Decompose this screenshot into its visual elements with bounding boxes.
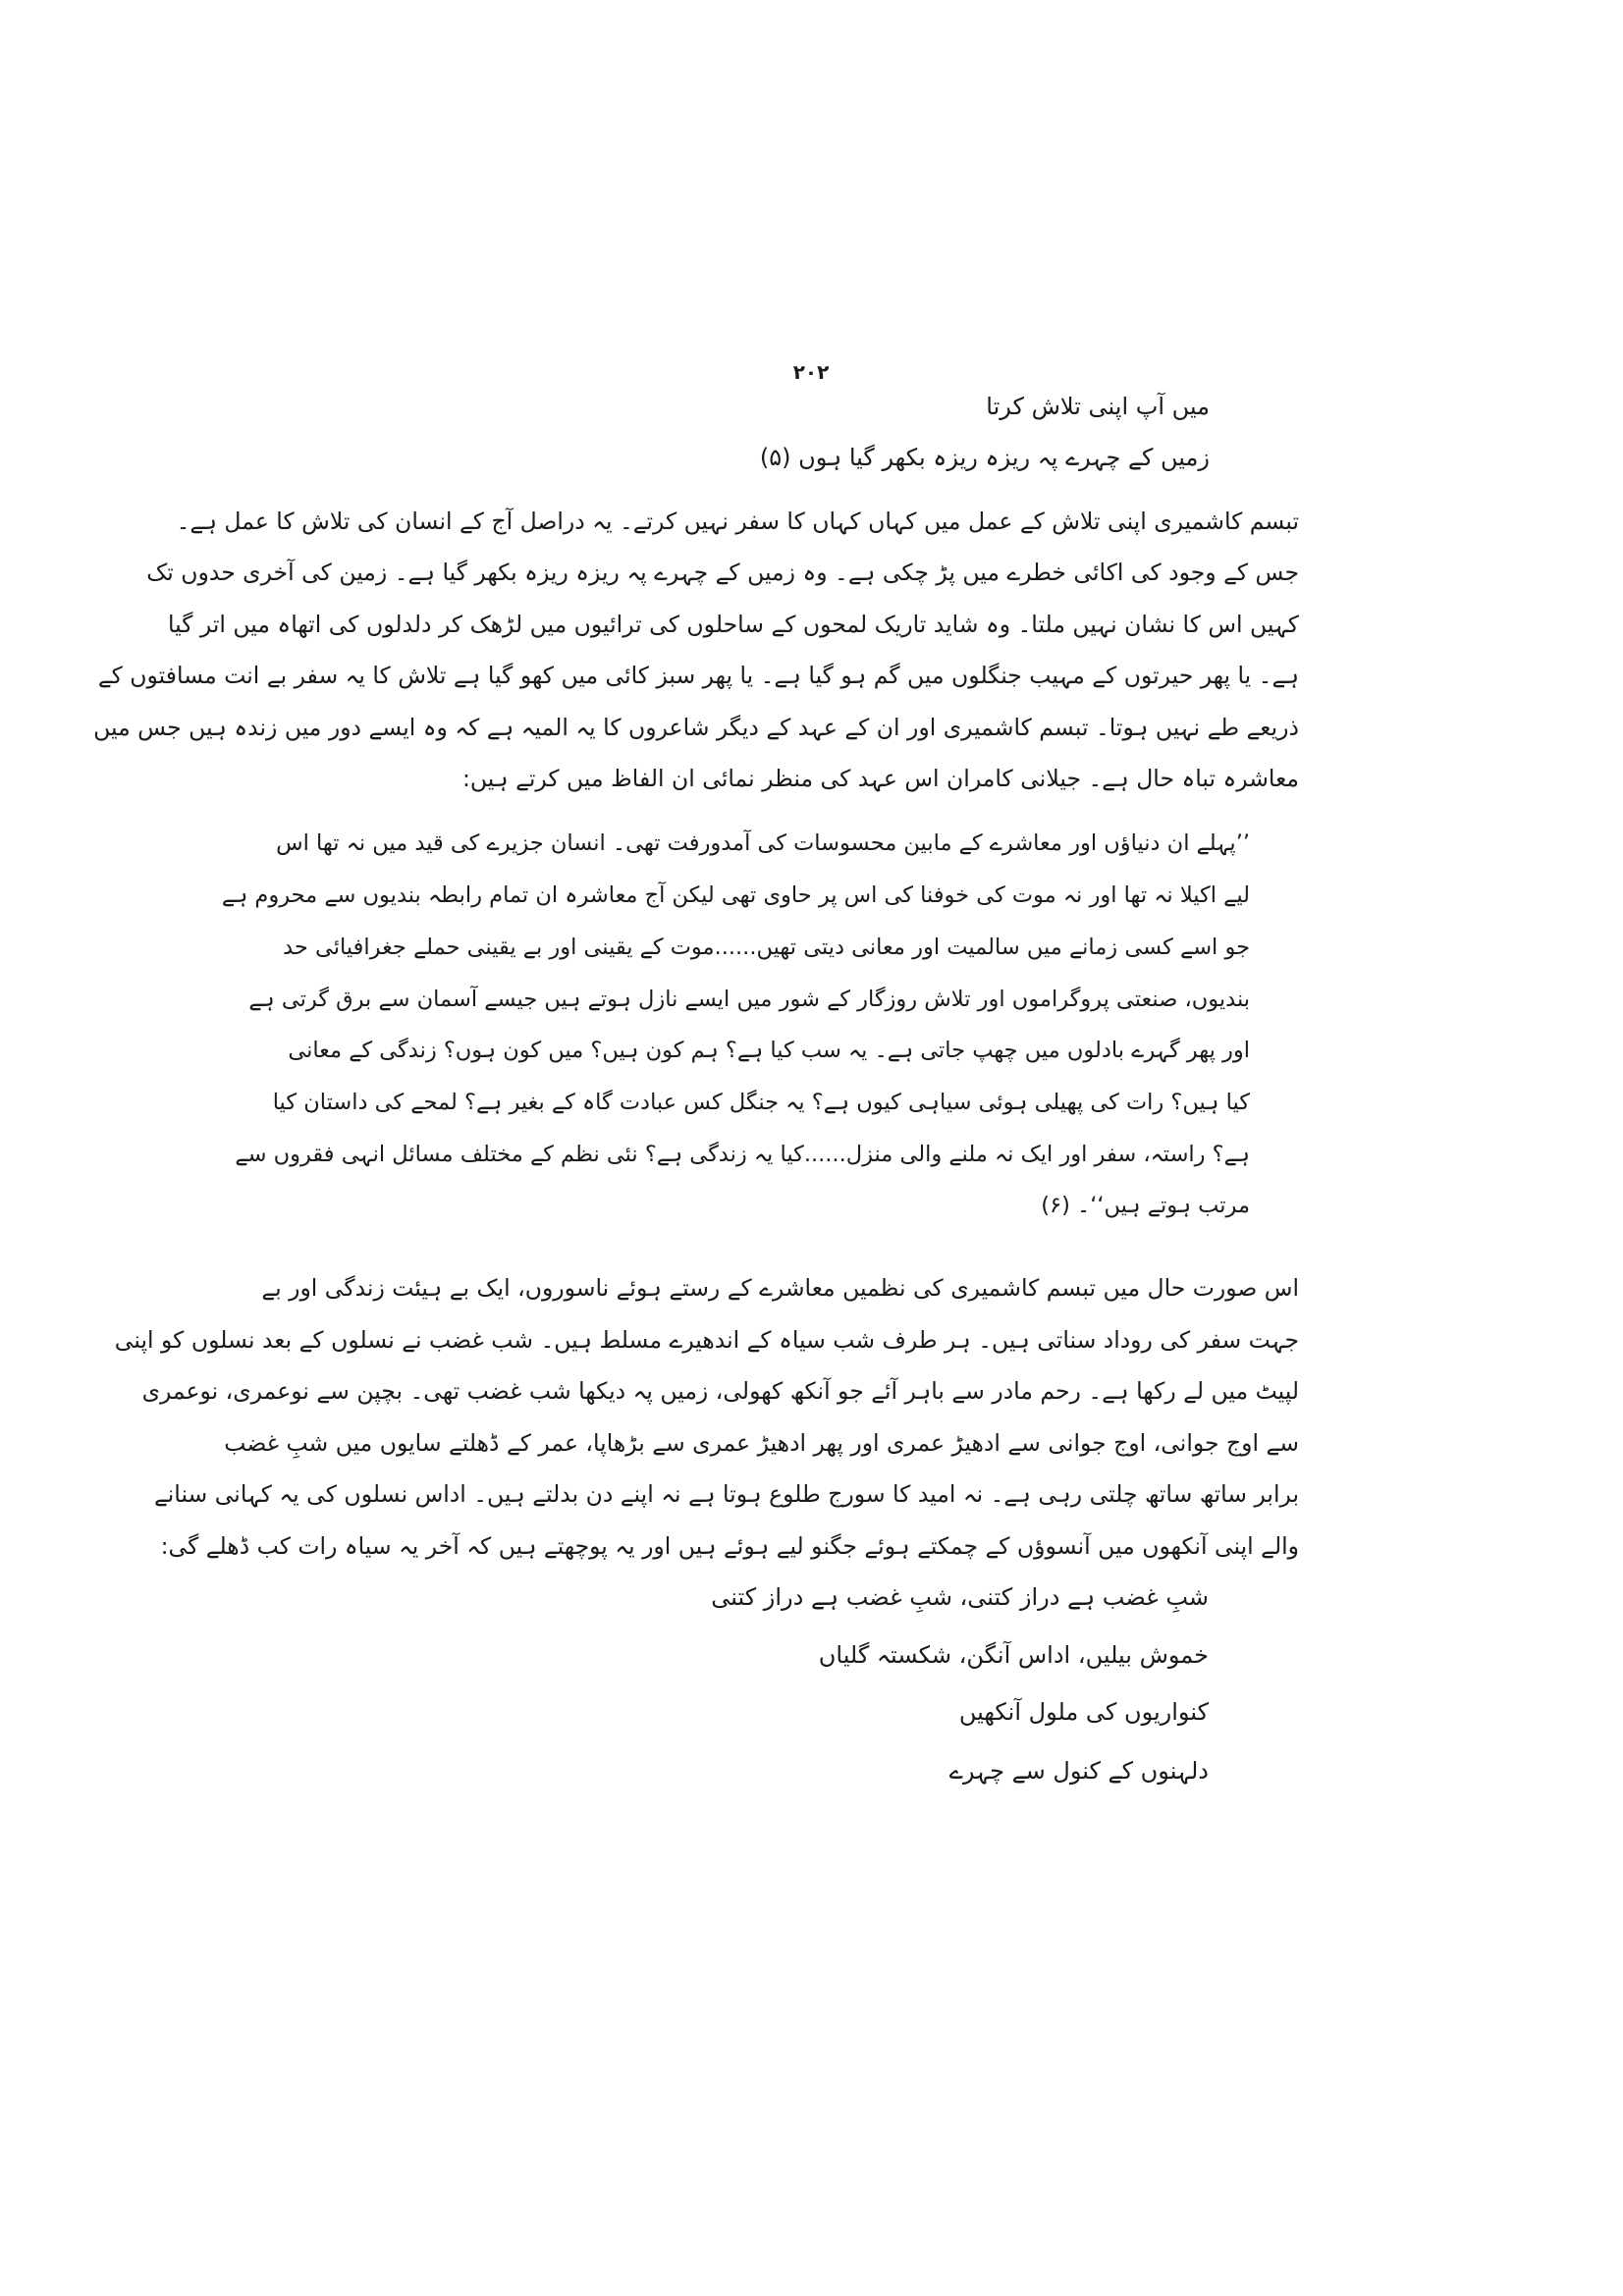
verse-line: شبِ غضب ہے دراز کتنی، شبِ غضب ہے دراز کتنی xyxy=(711,1583,1209,1611)
quote-line: لیے اکیلا نہ تھا اور نہ موت کی خوفنا کی اس پر حاوی تھی لیکن آج معاشرہ ان تمام رابطہ بندیوں سے محروم ہے xyxy=(221,882,1250,908)
verse-line: میں آپ اپنی تلاش کرتا xyxy=(986,393,1210,420)
paragraph-line: کہیں اس کا نشان نہیں ملتا۔ وہ شاید تاریک لمحوں کے ساحلوں کی ترائیوں میں لڑھک کر دلدلوں کی اتھاہ میں اتر گیا xyxy=(167,611,1299,638)
quote-line: جو اسے کسی زمانے میں سالمیت اور معانی دیتی تھیں......موت کے یقینی اور بے یقینی حملے جغرافیائی حد xyxy=(283,934,1250,960)
quote-line: ’’پہلے ان دنیاؤں اور معاشرے کے مابین محسوسات کی آمدورفت تھی۔ انسان جزیرے کی قید میں نہ تھا اس xyxy=(276,830,1250,856)
paragraph-line: ذریعے طے نہیں ہوتا۔ تبسم کاشمیری اور ان کے عہد کے دیگر شاعروں کا یہ المیہ ہے کہ وہ ایسے دور میں زندہ ہیں جس میں xyxy=(93,714,1299,741)
paragraph-line: لپیٹ میں لے رکھا ہے۔ رحم مادر سے باہر آئے جو آنکھ کھولی، زمیں پہ دیکھا شب غضب تھی۔ بچپن سے نوعمری، نوعمری xyxy=(141,1377,1299,1405)
paragraph-line: معاشرہ تباہ حال ہے۔ جیلانی کامران اس عہد کی منظر نمائی ان الفاظ میں کرتے ہیں: xyxy=(461,765,1299,792)
verse-line: زمیں کے چہرے پہ ریزہ ریزہ بکھر گیا ہوں (۵) xyxy=(759,444,1210,471)
verse-line: کنواریوں کی ملول آنکھیں xyxy=(958,1698,1209,1726)
paragraph-line: تبسم کاشمیری اپنی تلاش کے عمل میں کہاں کہاں کا سفر نہیں کرتے۔ یہ دراصل آج کے انسان کی تلاش کا عمل ہے۔ xyxy=(176,507,1299,535)
verse-line: خموش بیلیں، اداس آنگن، شکستہ گلیاں xyxy=(818,1641,1209,1669)
paragraph-line: ہے۔ یا پھر حیرتوں کے مہیب جنگلوں میں گم ہو گیا ہے۔ یا پھر سبز کائی میں کھو گیا ہے تلاش کا یہ سفر بے انت مسافتوں کے xyxy=(97,662,1299,689)
page-number: ۲۰۲ xyxy=(792,360,830,384)
paragraph-line: برابر ساتھ ساتھ چلتی رہی ہے۔ نہ امید کا سورج طلوع ہوتا ہے نہ اپنے دن بدلتے ہیں۔ اداس نسلوں کی یہ کہانی سنانے xyxy=(153,1480,1299,1508)
quote-line: مرتب ہوتے ہیں‘‘۔ (۶) xyxy=(1041,1193,1250,1218)
paragraph-line: جس کے وجود کی اکائی خطرے میں پڑ چکی ہے۔ وہ زمیں کے چہرے پہ ریزہ ریزہ بکھر گیا ہے۔ زمین کی آخری حدوں تک xyxy=(146,559,1299,586)
quote-line: بندیوں، صنعتی پروگراموں اور تلاش روزگار کے شور میں ایسے نازل ہوتے ہیں جیسے آسمان سے برق گرتی ہے xyxy=(248,987,1250,1012)
quote-line: کیا ہیں؟ رات کی پھیلی ہوئی سیاہی کیوں ہے؟ یہ جنگل کس عبادت گاہ کے بغیر ہے؟ لمحے کی داستان کیا xyxy=(272,1090,1250,1115)
quote-line: اور پھر گہرے بادلوں میں چھپ جاتی ہے۔ یہ سب کیا ہے؟ ہم کون ہیں؟ میں کون ہوں؟ زندگی کے معانی xyxy=(288,1038,1250,1063)
quote-line: ہے؟ راستہ، سفر اور ایک نہ ملنے والی منزل......کیا یہ زندگی ہے؟ نئی نظم کے مختلف مسائل انہی فقروں سے xyxy=(235,1142,1250,1167)
verse-line: دلہنوں کے کنول سے چہرے xyxy=(948,1757,1209,1785)
paragraph-line: اس صورت حال میں تبسم کاشمیری کی نظمیں معاشرے کے رستے ہوئے ناسوروں، ایک بے ہیئت زندگی اور بے xyxy=(261,1274,1299,1302)
paragraph-line: والے اپنی آنکھوں میں آنسوؤں کے چمکتے ہوئے جگنو لیے ہوئے ہیں اور یہ پوچھتے ہیں کہ آخر یہ سیاہ رات کب ڈھلے گی: xyxy=(160,1532,1299,1560)
paragraph-line: سے اوج جوانی، اوج جوانی سے ادھیڑ عمری اور پھر ادھیڑ عمری سے بڑھاپا، عمر کے ڈھلتے سایوں میں شبِ غضب xyxy=(224,1429,1299,1457)
paragraph-line: جہت سفر کی روداد سناتی ہیں۔ ہر طرف شب سیاہ کے اندھیرے مسلط ہیں۔ شب غضب نے نسلوں کے بعد نسلوں کو اپنی xyxy=(114,1326,1299,1354)
